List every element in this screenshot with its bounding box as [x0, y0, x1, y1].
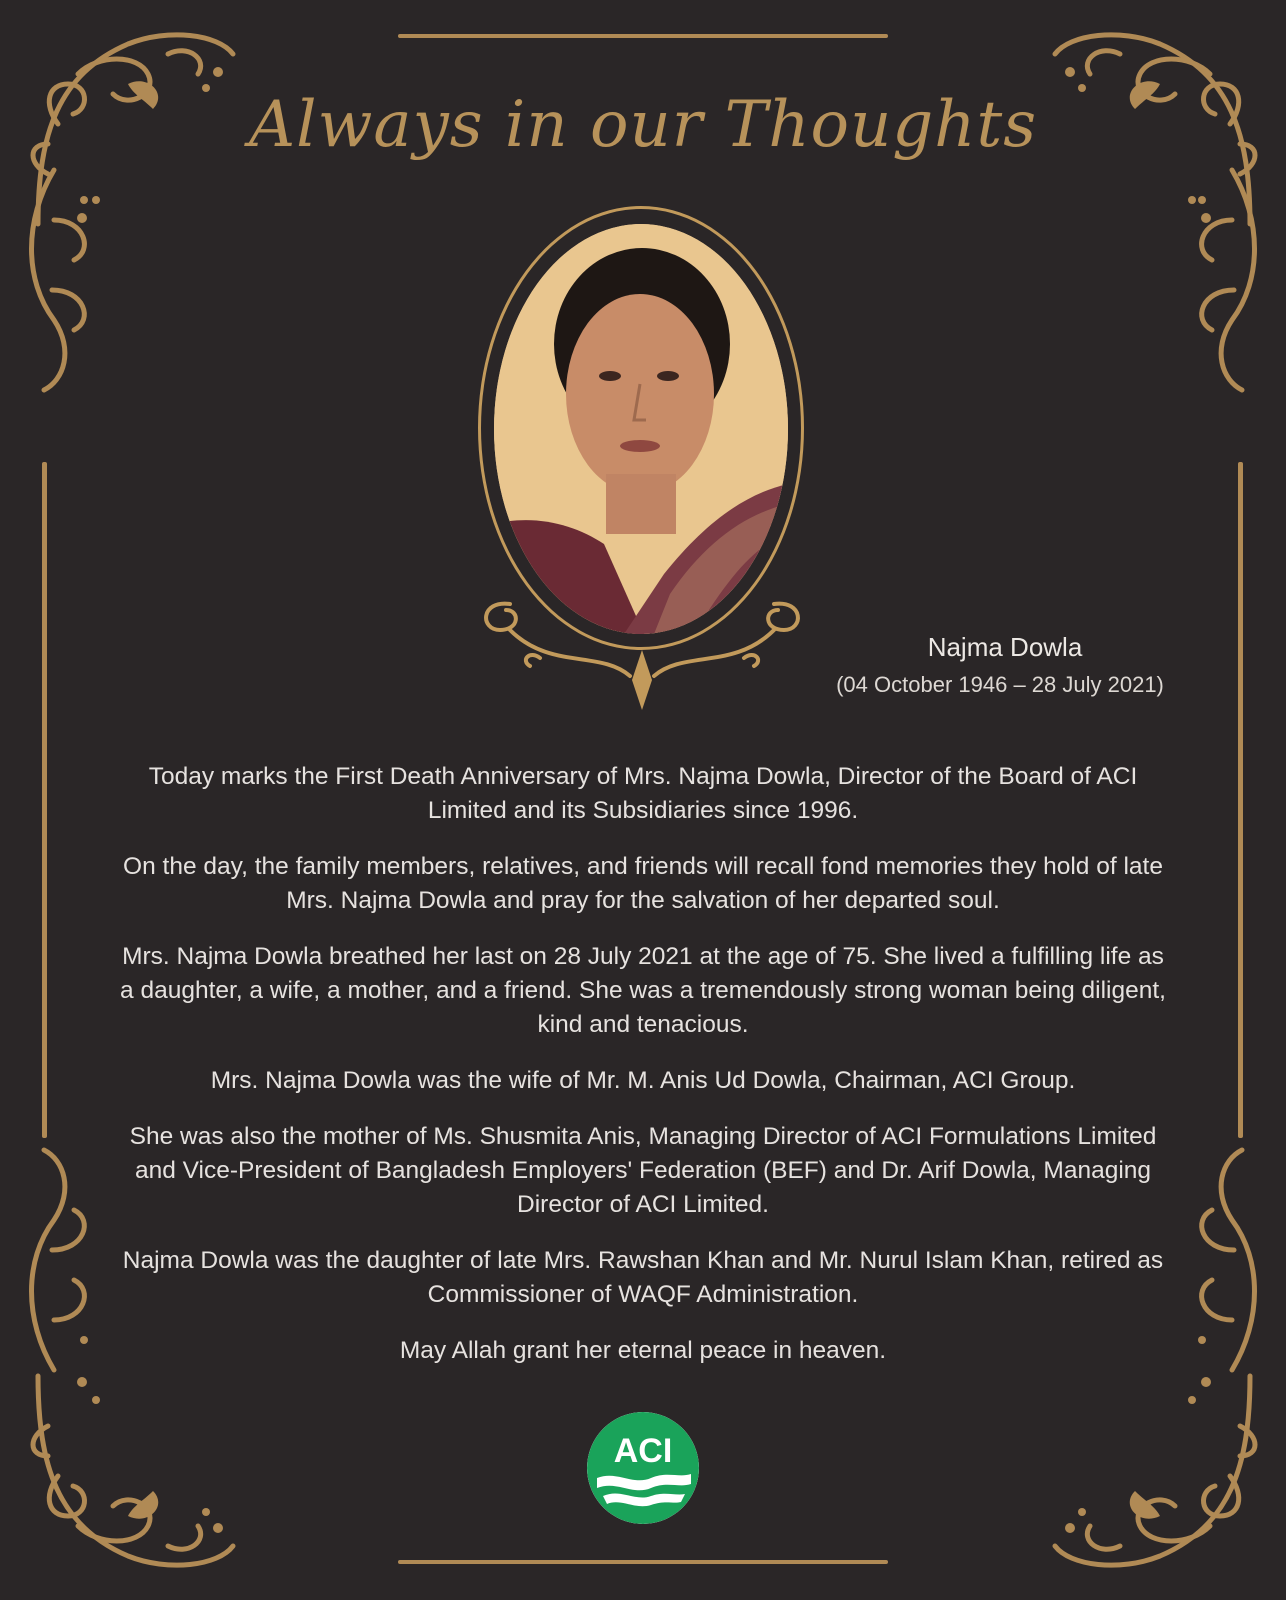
- right-rule: [1238, 462, 1243, 1138]
- aci-logo: [587, 1412, 699, 1524]
- paragraph-prayer: May Allah grant her eternal peace in heaven.: [399, 1337, 887, 1364]
- paragraph-life: Mrs. Najma Dowla breathed her last on 28 July 2021 at the age of 75. She lived a fulfilling life as a daughter, a wife, a mother, and a friend. She was a tremendously strong woman being diligent, kind and tenacious.: [120, 943, 1166, 1038]
- side-ornament-right-upper: [1152, 160, 1272, 400]
- corner-ornament-bottom-right: [1040, 1356, 1270, 1586]
- side-ornament-right-lower: [1152, 1140, 1272, 1380]
- paragraph-wife: Mrs. Najma Dowla was the wife of Mr. M. Anis Ud Dowla, Chairman, ACI Group.: [210, 1067, 1076, 1094]
- paragraph-anniversary: Today marks the First Death Anniversary of Mrs. Najma Dowla, Director of the Board of ACI Limited and its Subsidiaries since 1996.: [148, 763, 1138, 824]
- bottom-rule: [398, 1560, 888, 1564]
- person-dates: (04 October 1946 – 28 July 2021): [836, 672, 1164, 697]
- left-rule: [42, 462, 47, 1138]
- paragraph-mother: She was also the mother of Ms. Shusmita Anis, Managing Director of ACI Formulations Limited and Vice-President of Bangladesh Employers' Federation (BEF) and Dr. Arif Dowla, Managing Director of ACI Limited.: [129, 1123, 1157, 1218]
- portrait-photo: [494, 224, 788, 634]
- side-ornament-left-upper: [14, 160, 134, 400]
- corner-ornament-bottom-left: [18, 1356, 248, 1586]
- person-name: Najma Dowla: [927, 632, 1083, 662]
- portrait-frame-ornament: [470, 580, 814, 720]
- top-rule: [398, 34, 888, 38]
- side-ornament-left-lower: [14, 1140, 134, 1380]
- memorial-title: Always in our Thoughts: [248, 88, 1038, 162]
- aci-logo-text: ACI: [613, 1432, 673, 1470]
- paragraph-daughter: Najma Dowla was the daughter of late Mrs. Rawshan Khan and Mr. Nurul Islam Khan, retired as Commissioner of WAQF Administration.: [122, 1247, 1164, 1308]
- paragraph-family: On the day, the family members, relatives, and friends will recall fond memories they hold of late Mrs. Najma Dowla and pray for the salvation of her departed soul.: [123, 853, 1163, 914]
- memorial-body: [120, 760, 1166, 1390]
